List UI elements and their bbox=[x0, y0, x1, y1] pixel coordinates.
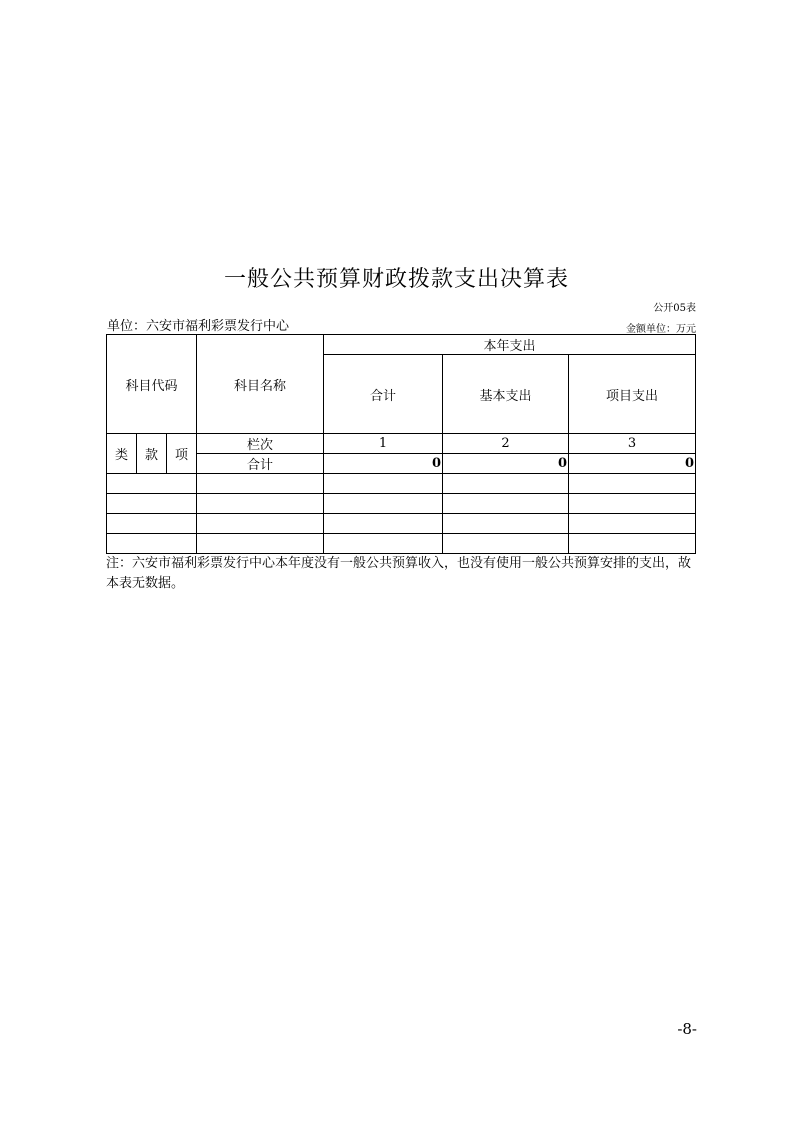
column-number-2: 2 bbox=[443, 434, 569, 454]
header-project-expenditure: 项目支出 bbox=[569, 355, 696, 434]
column-number-3: 3 bbox=[569, 434, 696, 454]
total-row-label: 合计 bbox=[197, 454, 324, 474]
header-basic-expenditure: 基本支出 bbox=[443, 355, 569, 434]
total-row-total: 0 bbox=[324, 454, 443, 474]
reporting-unit: 单位：六安市福利彩票发行中心 bbox=[107, 319, 290, 334]
header-section: 款 bbox=[137, 434, 167, 474]
footnote: 注：六安市福利彩票发行中心本年度没有一般公共预算收入，也没有使用一般公共预算安排的支出，故本表无数据。 bbox=[106, 556, 692, 591]
amount-unit: 金额单位：万元 bbox=[626, 324, 696, 335]
page-title: 一般公共预算财政拨款支出决算表 bbox=[223, 267, 569, 292]
header-subject-code: 科目代码 bbox=[107, 335, 197, 434]
table-row bbox=[107, 514, 696, 534]
table-row bbox=[107, 474, 696, 494]
header-column-order: 栏次 bbox=[197, 434, 324, 454]
expenditure-table bbox=[106, 334, 696, 554]
table-row bbox=[107, 494, 696, 514]
page-number: -8- bbox=[677, 1020, 697, 1038]
header-subject-name: 科目名称 bbox=[197, 335, 324, 434]
header-item: 项 bbox=[167, 434, 197, 474]
form-code: 公开05表 bbox=[653, 303, 696, 314]
header-category: 类 bbox=[107, 434, 137, 474]
total-row-project: 0 bbox=[569, 454, 696, 474]
total-row-basic: 0 bbox=[443, 454, 569, 474]
header-total: 合计 bbox=[324, 355, 443, 434]
table-row bbox=[107, 534, 696, 554]
header-current-year-expenditure: 本年支出 bbox=[324, 335, 696, 355]
column-number-1: 1 bbox=[324, 434, 443, 454]
